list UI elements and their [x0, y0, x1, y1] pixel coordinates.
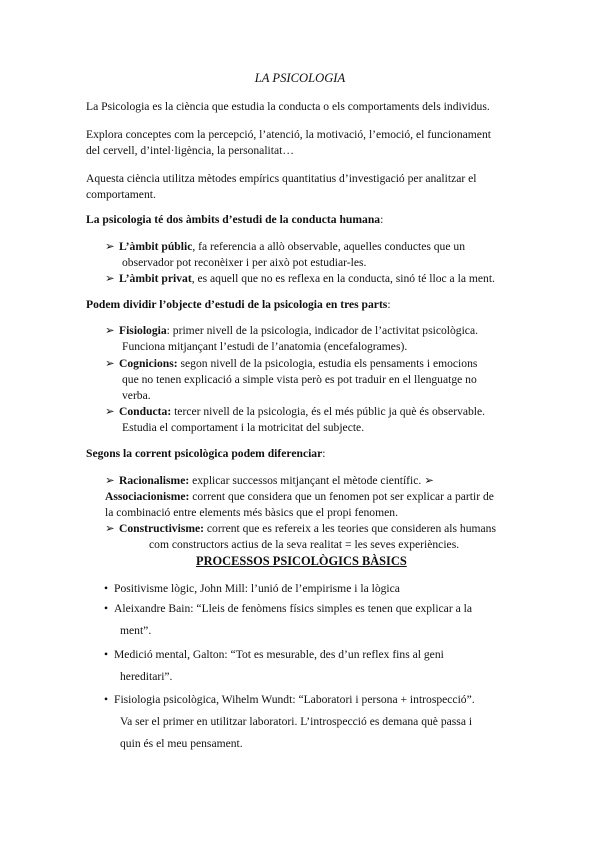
arrow-bullet-icon: ➢	[105, 474, 115, 487]
objecte-heading-text: Podem dividir l’objecte d’estudi de la psicologia en tres parts	[86, 298, 388, 311]
corrent-item	[105, 473, 434, 489]
objecte-heading	[86, 297, 391, 313]
processos-text: Positivisme lògic, John Mill: l’unió de l’empirisme i la lògica	[114, 582, 400, 595]
ambit-item	[105, 239, 465, 255]
processos-item	[104, 647, 444, 663]
objecte-text: segon nivell de la psicologia, estudia els pensaments i emocions	[177, 357, 478, 370]
arrow-bullet-icon: ➢	[105, 405, 115, 418]
ambits-heading-text: La psicologia té dos àmbits d’estudi de la conducta humana	[86, 213, 381, 226]
arrow-bullet-icon: ➢	[105, 240, 115, 253]
objecte-item-continuation: que no tenen explicació a simple vista però es pot traduir en el llenguatge no	[122, 373, 477, 386]
processos-text: Medició mental, Galton: “Tot es mesurable, des d’un reflex fins al geni	[114, 648, 444, 661]
objecte-heading-suffix: :	[387, 298, 391, 311]
arrow-bullet-icon: ➢	[105, 272, 115, 285]
objecte-item	[105, 356, 477, 372]
bullet-icon: •	[104, 648, 109, 661]
corrents-heading	[86, 446, 326, 462]
corrent-label: Racionalisme:	[119, 474, 190, 487]
page-title: LA PSICOLOGIA	[254, 71, 346, 85]
processos-heading: PROCESSOS PSICOLÒGICS BÀSICS	[196, 554, 407, 568]
ambit-label: L’àmbit privat	[119, 272, 192, 285]
objecte-text: tercer nivell de la psicologia, és el més públic ja què és observable.	[171, 405, 486, 418]
ambit-label: L’àmbit públic	[119, 240, 193, 253]
ambit-item-continuation: observador pot reconèixer i per això pot estudiar-les.	[122, 256, 367, 269]
intro-line-2: Explora conceptes com la percepció, l’atenció, la motivació, l’emoció, el funcionament	[86, 128, 491, 141]
objecte-item	[105, 404, 485, 420]
arrow-bullet-icon: ➢	[105, 522, 115, 535]
corrent-item-continuation: la combinació entre elements més bàsics que el propi fenomen.	[105, 506, 398, 519]
objecte-item-continuation: Estudia el comportament i la motricitat del subjecte.	[122, 421, 365, 434]
processos-item-continuation: ment”.	[120, 624, 152, 637]
processos-item	[104, 581, 400, 597]
processos-item	[104, 692, 475, 708]
corrent-item-continuation: com constructors actius de la seva realitat = les seves experiències.	[149, 538, 460, 551]
corrent-item-continuation	[105, 489, 494, 505]
objecte-text: : primer nivell de la psicologia, indicador de l’activitat psicològica.	[166, 324, 478, 337]
bullet-icon: •	[104, 602, 109, 615]
arrow-inline-icon: ➢	[424, 474, 434, 487]
corrent-item	[105, 521, 496, 537]
objecte-item	[105, 323, 478, 339]
corrent-label: Associacionisme:	[105, 490, 190, 503]
processos-text: Fisiologia psicològica, Wihelm Wundt: “Laboratori i persona + introspecció”.	[114, 693, 475, 706]
bullet-icon: •	[104, 693, 109, 706]
bullet-icon: •	[104, 582, 109, 595]
corrents-heading-text: Segons la corrent psicològica podem diferenciar	[86, 447, 323, 460]
objecte-label: Cognicions:	[119, 357, 178, 370]
processos-item	[104, 601, 472, 617]
arrow-bullet-icon: ➢	[105, 357, 115, 370]
corrents-heading-suffix: :	[322, 447, 326, 460]
intro-line-1: La Psicologia es la ciència que estudia la conducta o els comportaments dels individus.	[86, 100, 490, 113]
ambits-heading	[86, 212, 383, 228]
objecte-item-continuation: verba.	[122, 389, 151, 402]
intro-line-4: Aquesta ciència utilitza mètodes empírics quantitatius d’investigació per analitzar el	[86, 172, 477, 185]
objecte-item-continuation: Funciona mitjançant l’estudi de l’anatomia (encefalogrames).	[122, 340, 408, 353]
ambit-text: , fa referencia a allò observable, aquelles conductes que un	[192, 240, 465, 253]
corrent-text: corrent que es refereix a les teories que consideren als humans	[204, 522, 496, 535]
corrent-label: Constructivisme:	[119, 522, 205, 535]
processos-item-continuation: hereditari”.	[120, 670, 173, 683]
corrent-text: explicar successos mitjançant el mètode científic.	[189, 474, 425, 487]
processos-item-continuation: quin és el meu pensament.	[120, 737, 243, 750]
objecte-label: Conducta:	[119, 405, 172, 418]
ambit-text: , es aquell que no es reflexa en la conducta, sinó té lloc a la ment.	[191, 272, 495, 285]
ambit-item	[105, 271, 495, 287]
processos-text: Aleixandre Bain: “Lleis de fenòmens físics simples es tenen que explicar a la	[114, 602, 472, 615]
corrent-text: corrent que considera que un fenomen pot ser explicar a partir de	[189, 490, 494, 503]
processos-item-continuation: Va ser el primer en utilitzar laboratori. L’introspecció es demana què passa i	[120, 715, 473, 728]
intro-line-3: del cervell, d’intel·ligència, la personalitat…	[86, 144, 294, 157]
objecte-label: Fisiologia	[119, 324, 167, 337]
intro-line-5: comportament.	[86, 188, 156, 201]
arrow-bullet-icon: ➢	[105, 324, 115, 337]
ambits-heading-suffix: :	[380, 213, 384, 226]
